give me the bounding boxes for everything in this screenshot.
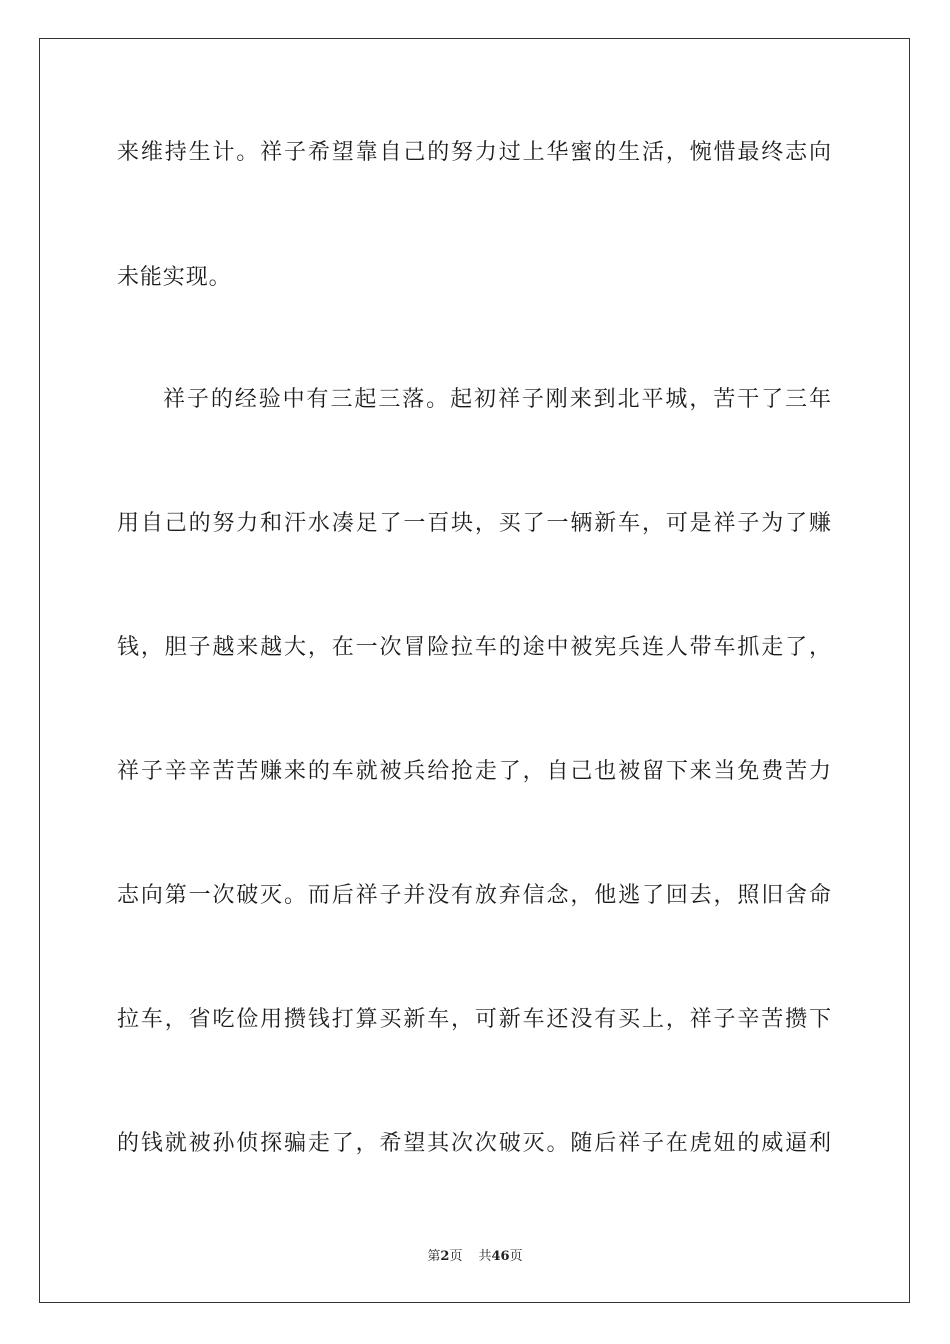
page-unit: 页 bbox=[449, 1249, 463, 1264]
page-prefix: 第 bbox=[427, 1249, 441, 1264]
total-prefix: 共 bbox=[478, 1249, 492, 1264]
paragraph-line: 未能实现。 bbox=[117, 265, 232, 290]
paragraph-line: 钱，胆子越来越大，在一次冒险拉车的途中被宪兵连人带车抓走了， bbox=[117, 635, 831, 660]
total-unit: 页 bbox=[509, 1249, 523, 1264]
paragraph-line: 祥子的经验中有三起三落。起初祥子刚来到北平城，苦干了三年 bbox=[163, 387, 831, 412]
paragraph-line: 拉车，省吃俭用攒钱打算买新车，可新车还没有买上，祥子辛苦攒下 bbox=[117, 1007, 831, 1032]
paragraph-line: 祥子辛辛苦苦赚来的车就被兵给抢走了，自己也被留下来当免费苦力 bbox=[117, 759, 831, 784]
paragraph-line: 志向第一次破灭。而后祥子并没有放弃信念，他逃了回去，照旧舍命 bbox=[117, 883, 831, 908]
paragraph-line: 的钱就被孙侦探骗走了，希望其次次破灭。随后祥子在虎妞的威逼利 bbox=[117, 1131, 831, 1156]
page-total: 46 bbox=[491, 1249, 510, 1264]
page-footer bbox=[0, 1248, 950, 1266]
page-current: 2 bbox=[440, 1249, 450, 1264]
page-frame bbox=[39, 38, 910, 1303]
paragraph-line: 用自己的努力和汗水凑足了一百块，买了一辆新车，可是祥子为了赚 bbox=[117, 511, 831, 536]
paragraph-line: 来维持生计。祥子希望靠自己的努力过上华蜜的生活，惋惜最终志向 bbox=[117, 140, 831, 165]
